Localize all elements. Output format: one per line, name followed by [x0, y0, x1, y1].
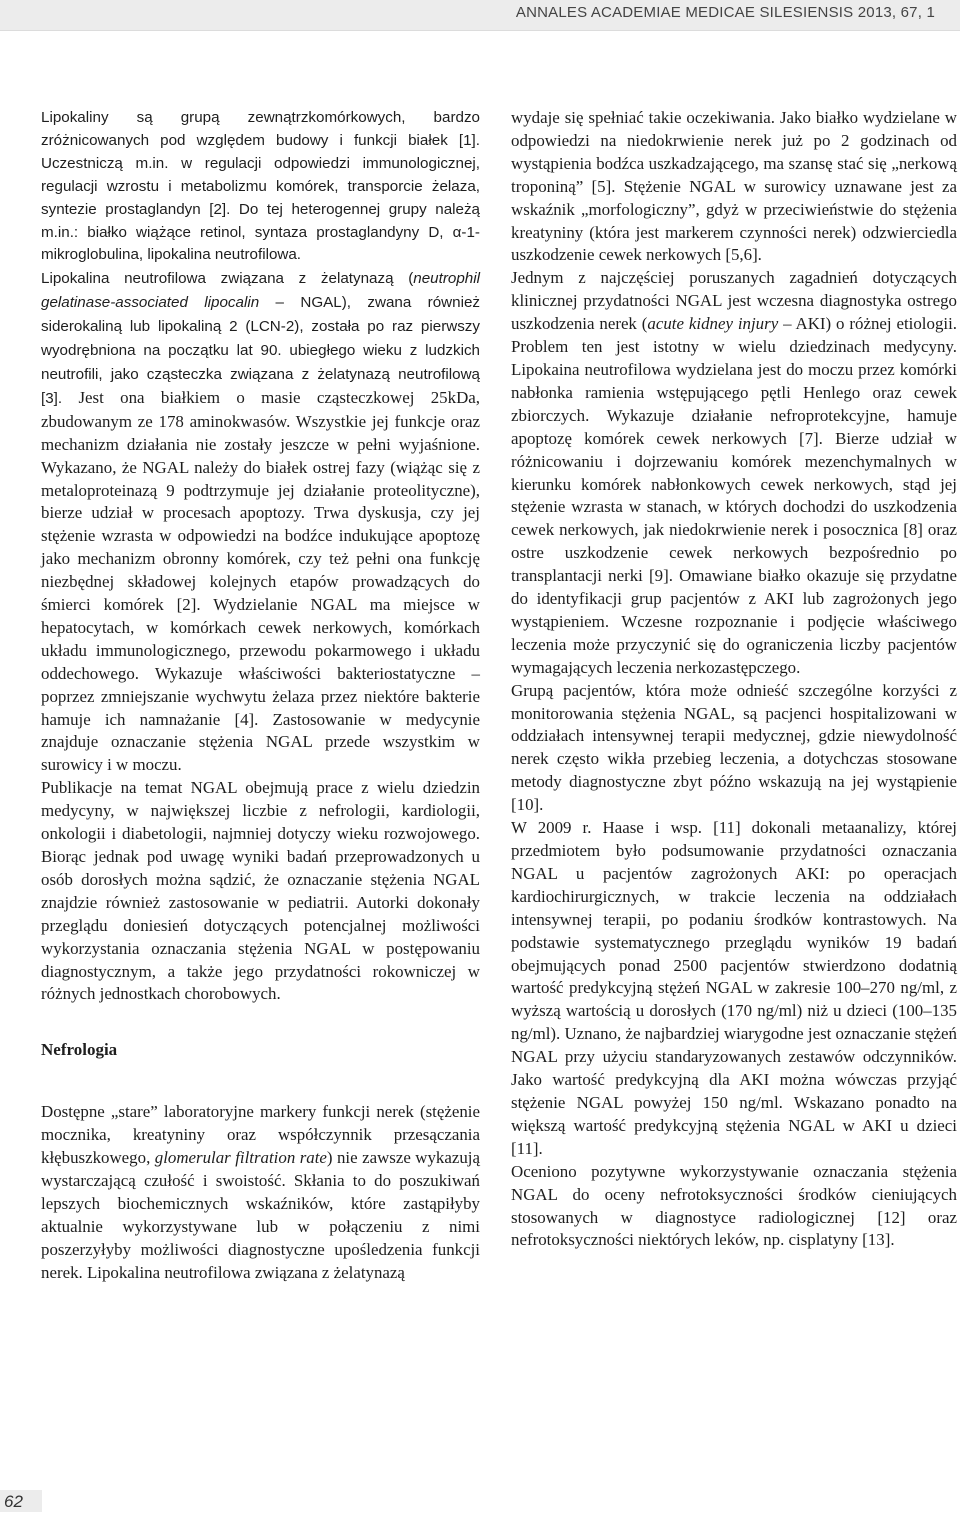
ngal-term-italic: neutrophil gelatinase-associated lipocalin [41, 270, 480, 312]
right-column [511, 107, 957, 1252]
metaanalysis-paragraph: W 2009 r. Haase i wsp. [11] dokonali metaanalizy, której przedmiotem było podsumowanie przydatności oznaczania NGAL u pacjentów zagrożonych AKI: po operacjach kardiochirurgicznych, w trakcie leczenia na oddziałach intensywnej terapii, po podaniu środków kontrastowych. Na podstawie systematycznego przeglądu wyników 19 badań obejmujących ponad 2500 pacjentów stwierdzono dodatnią wartość predykcyjną stężeń NGAL w zakresie 100–270 ng/ml, z wyższą wartością u dorosłych (170 ng/ml) niż u dzieci (100–135 ng/ml). Uznano, że najbardziej wiarygodne jest oznaczanie stężeń NGAL przy użyciu standaryzowanych zestawów odczynników. Jako wartość predykcyjną dla AKI można wówczas przyjąć stężenie NGAL powyżej 150 ng/ml. Wskazano ponadto na większą wartość predykcyjną stężenia NGAL w AKI u dzieci [11]. [511, 818, 957, 1158]
markers-paragraph [41, 1101, 480, 1284]
markers-text-b: ) nie zawsze wykazują wystarczającą czułość i swoistość. Skłania to do poszukiwań lepszych biochemicznych wskaźników, które zastąpiłyby aktualnie wykorzystywane lub w połączeniu z nimi poszerzyłyby możliwości diagnostyczne upośledzenia funkcji nerek. Lipokalina neutrofilowa związana z żelatynazą [41, 1148, 480, 1282]
markers-text-a: Dostępne „stare” laboratoryjne markery funkcji nerek (stężenie mocznika, kreatyniny oraz współczynnik przesączania kłębuszkowego, [41, 1102, 480, 1168]
ngal-text-b: – NGAL), zwana również siderokaliną lub lipokaliną 2 (LCN-2), została po raz pierwszy wyodrębniona na początku lat 90. ubiegłego wieku z ludzkich neutrofili, jako cząsteczka związana z żelatynazą neutrofilową [3]. [41, 294, 480, 407]
page-number-box [0, 1490, 42, 1512]
publications-paragraph: Publikacje na temat NGAL obejmują prace z wielu dziedzin medycyny, w największej liczbie z nefrologii, kardiologii, onkologii i diabetologii, najmniej dotyczy wieku rozwojowego. Biorąc jednak pod uwagę wyniki badań przeprowadzonych u osób dorosłych można sądzić, że oznaczanie stężenia NGAL znajdzie również zastosowanie w pediatrii. Autorki dokonały przeglądu doniesień dotyczących potencjalnej możliwości wykorzystania oznaczania stężenia NGAL w postępowaniu diagnostycznym, a także jego przydatności rokowniczej w różnych jednostkach chorobowych. [41, 778, 480, 1004]
aki-term-italic: acute kidney injury [647, 314, 779, 334]
running-header [0, 0, 960, 31]
ngal-text-c: Jest ona białkiem o masie cząsteczkowej 25kDa, zbudowanym ze 178 aminokwasów. Wszystkie jej funkcje oraz mechanizm działania nie zostały jeszcze w pełni wyjaśnione. Wykazano, że NGAL należy do białek ostrej fazy (wiążąc się z metaloproteinazą 9 podtrzymuje jej działanie proteolityczne), bierze udział w procesach apoptozy. Trwa dyskusja, czy jej stężenie wzrasta w odpowiedzi na bodźce indukujące apoptozę jako mechanizm obronny komórek, czy też pełni ona funkcję niezbędnej składowej kolejnych etapów prowadzących do śmierci komórek [2]. Wydzielanie NGAL ma miejsce w hepatocytach, w komórkach cewek nerkowych, komórkach układu immunologicznego, przewodu pokarmowego i układu oddechowego. Wykazuje właściwości bakteriostatyczne – poprzez zmniejszanie wychwytu żelaza przez niektóre bakterie hamuje ich namnażanie [4]. Zastosowanie w medycynie znajduje oznaczanie stężenia NGAL przede wszystkim w surowicy i w moczu. [41, 387, 480, 775]
page-number: 62 [4, 1492, 23, 1511]
left-column [41, 107, 480, 1285]
icu-paragraph: Grupą pacjentów, która może odnieść szczególne korzyści z monitorowania stężenia NGAL, są pacjenci hospitalizowani w oddziałach intensywnej terapii medycznej, gdzie niewydolność nerek często wikła przebieg leczenia, a dotychczas stosowane metody diagnostyczne zbyt późno wskazują na jej wystąpienie [10]. [511, 680, 957, 815]
expectations-paragraph: wydaje się spełniać takie oczekiwania. Jako białko wydzielane w odpowiedzi na niedokrwienie nerek już po 2 godzinach od wystąpienia bodźca uszkadzającego, ma szansę stać się „nerkową troponiną” [5]. Stężenie NGAL w surowicy uznawane jest za wskaźnik „morfologiczny”, gdyż w przeciwieństwie do stężenia kreatyniny (która jest markerem czynności nerek) odzwierciedla uszkodzenie cewek nerkowych [5,6]. [511, 108, 957, 265]
journal-title: ANNALES ACADEMIAE MEDICAE SILESIENSIS 2013, 67, 1 [515, 4, 935, 21]
aki-text-b: – AKI) o różnej etiologii. Problem ten jest istotny w wielu dziedzinach medycyny. Lipokaina neutrofilowa wydzielana jest do moczu przez komórki nabłonka ramienia wstępującego pętli Henlego oraz cewek zbiorczych. Wykazuje działanie nefroprotekcyjne, hamuje apoptozę komórek cewek nerkowych [7]. Bierze udział w różnicowaniu i dojrzewaniu komórek mezenchymalnych w kierunku komórek nabłonkowych cewek nerkowych, stąd jej stężenie wzrasta w stanach, w których dochodzi do uszkodzenia cewek nerkowych, jak niedokrwienie nerek i posocznica [8] oraz ostre uszkodzenie cewek nerkowych bezpośrednio po transplantacji nerki [9]. Omawiane białko okazuje się przydatne do identyfikacji grup pacjentów z AKI lub zagrożonych jego wystąpieniem. Wczesne rozpoznanie i podjęcie właściwego leczenia może przyczynić się do ograniczenia liczby pacjentów wymagających leczenia nerkozastępczego. [511, 314, 957, 677]
section-heading: Nefrologia [41, 1040, 118, 1060]
ngal-paragraph [41, 267, 480, 777]
ngal-text-a: Lipokalina neutrofilowa związana z żelatynazą ( [41, 270, 414, 288]
intro-paragraph: Lipokaliny są grupą zewnątrzkomórkowych, bardzo zróżnicowanych pod względem budowy i funkcji białek [1]. Uczestniczą m.in. w regulacji odpowiedzi immunologicznej, regulacji wzrostu i metabolizmu komórek, transporcie żelaza, syntezie prostaglandyn [2]. Do tej heterogennej grupy należą m.in.: białko wiążące retinol, syntaza prostaglandyny D, α-1-mikroglobulina, lipokalina neutrofilowa. [41, 109, 480, 264]
markers-term-italic: glomerular filtration rate [154, 1148, 327, 1168]
aki-text-a: Jednym z najczęściej poruszanych zagadnień dotyczących klinicznej przydatności NGAL jest wczesna diagnostyka ostrego uszkodzenia nerek ( [511, 268, 957, 334]
aki-paragraph [511, 267, 957, 679]
nephrotoxicity-paragraph: Oceniono pozytywne wykorzystywanie oznaczania stężenia NGAL do oceny nefrotoksyczności środków cieniujących stosowanych w diagnostyce radiologicznej [12] oraz nefrotoksyczności niektórych leków, np. cisplatyny [13]. [511, 1161, 957, 1250]
